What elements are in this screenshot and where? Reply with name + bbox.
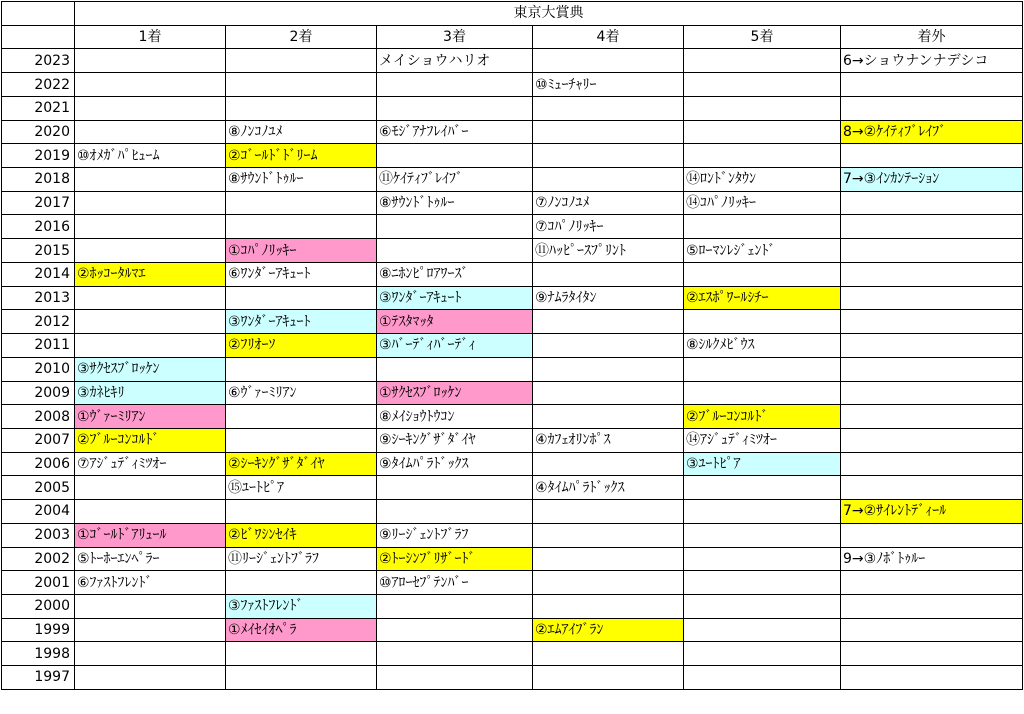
result-cell-1st[interactable]: ③ｻｸｾｽﾌﾞﾛｯｹﾝ [75, 357, 226, 381]
result-cell-4th[interactable] [533, 96, 684, 120]
result-cell-other[interactable] [841, 334, 1023, 358]
result-cell-4th[interactable] [533, 405, 684, 429]
result-cell-1st[interactable] [75, 618, 226, 642]
result-cell-other[interactable] [841, 381, 1023, 405]
result-cell-5th[interactable]: ③ﾕｰﾄﾋﾟｱ [684, 452, 841, 476]
year-cell[interactable]: 2016 [2, 215, 75, 239]
result-cell-3rd[interactable]: ⑧ﾒｲｼｮｳﾄｳｺﾝ [377, 405, 533, 429]
result-cell-1st[interactable]: ②ﾌﾞﾙｰｺﾝｺﾙﾄﾞ [75, 428, 226, 452]
result-cell-1st[interactable]: ①ｳﾞｧｰﾐﾘｱﾝ [75, 405, 226, 429]
result-cell-1st[interactable] [75, 642, 226, 666]
result-cell-3rd[interactable] [377, 357, 533, 381]
result-cell-5th[interactable] [684, 618, 841, 642]
result-cell-other[interactable] [841, 144, 1023, 168]
result-cell-2nd[interactable]: ②ｺﾞｰﾙﾄﾞﾄﾞﾘｰﾑ [226, 144, 377, 168]
table-row [2, 120, 1023, 144]
result-cell-other[interactable]: 7→②ｻｲﾚﾝﾄﾃﾞｨｰﾙ [841, 500, 1023, 524]
year-cell[interactable]: 2019 [2, 144, 75, 168]
result-cell-5th[interactable] [684, 357, 841, 381]
result-cell-5th[interactable] [684, 73, 841, 97]
result-cell-1st[interactable]: ⑩ｵﾒｶﾞﾊﾟﾋｭｰﾑ [75, 144, 226, 168]
table-row [2, 144, 1023, 168]
year-cell[interactable]: 1997 [2, 666, 75, 690]
result-cell-2nd[interactable] [226, 405, 377, 429]
result-cell-2nd[interactable]: ⑥ｳﾞｧｰﾐﾘｱﾝ [226, 381, 377, 405]
result-cell-5th[interactable]: ⑭ｺﾊﾟﾉﾘｯｷｰ [684, 191, 841, 215]
result-cell-2nd[interactable]: ①ﾒｲｾｲｵﾍﾟﾗ [226, 618, 377, 642]
result-cell-1st[interactable]: ⑥ﾌｧｽﾄﾌﾚﾝﾄﾞ [75, 571, 226, 595]
result-cell-2nd[interactable] [226, 357, 377, 381]
result-cell-5th[interactable] [684, 523, 841, 547]
table-row [2, 405, 1023, 429]
result-cell-3rd[interactable] [377, 476, 533, 500]
result-cell-other[interactable] [841, 618, 1023, 642]
table-row [2, 286, 1023, 310]
result-cell-1st[interactable] [75, 334, 226, 358]
results-table [1, 1, 1023, 690]
table-row [2, 476, 1023, 500]
result-cell-other[interactable] [841, 73, 1023, 97]
result-cell-4th[interactable]: ④ﾀｲﾑﾊﾟﾗﾄﾞｯｸｽ [533, 476, 684, 500]
table-row [2, 239, 1023, 263]
result-cell-other[interactable] [841, 357, 1023, 381]
result-cell-5th[interactable] [684, 666, 841, 690]
result-cell-4th[interactable] [533, 144, 684, 168]
result-cell-other[interactable] [841, 286, 1023, 310]
result-cell-1st[interactable] [75, 239, 226, 263]
result-cell-2nd[interactable] [226, 215, 377, 239]
result-cell-2nd[interactable] [226, 500, 377, 524]
result-cell-5th[interactable]: ⑧ｼﾙｸﾒﾋﾞｳｽ [684, 334, 841, 358]
result-cell-other[interactable] [841, 215, 1023, 239]
result-cell-5th[interactable] [684, 571, 841, 595]
result-cell-3rd[interactable]: ⑨ﾀｲﾑﾊﾟﾗﾄﾞｯｸｽ [377, 452, 533, 476]
result-cell-other[interactable] [841, 191, 1023, 215]
year-cell[interactable]: 2000 [2, 594, 75, 618]
header-year-cell[interactable] [2, 25, 75, 49]
year-cell[interactable]: 1998 [2, 642, 75, 666]
result-cell-other[interactable] [841, 571, 1023, 595]
result-cell-1st[interactable] [75, 215, 226, 239]
result-cell-1st[interactable] [75, 500, 226, 524]
year-cell[interactable]: 2005 [2, 476, 75, 500]
result-cell-1st[interactable]: ②ﾎｯｺｰﾀﾙﾏｴ [75, 262, 226, 286]
result-cell-other[interactable] [841, 239, 1023, 263]
result-cell-3rd[interactable] [377, 618, 533, 642]
result-cell-4th[interactable] [533, 381, 684, 405]
result-cell-other[interactable] [841, 476, 1023, 500]
result-cell-4th[interactable] [533, 594, 684, 618]
year-cell[interactable]: 2021 [2, 96, 75, 120]
table-row [2, 594, 1023, 618]
year-cell[interactable]: 2004 [2, 500, 75, 524]
year-cell[interactable]: 2015 [2, 239, 75, 263]
year-cell[interactable]: 2011 [2, 334, 75, 358]
result-cell-2nd[interactable]: ⑮ﾕｰﾄﾋﾟｱ [226, 476, 377, 500]
result-cell-1st[interactable] [75, 49, 226, 73]
result-cell-2nd[interactable] [226, 666, 377, 690]
year-cell[interactable]: 2001 [2, 571, 75, 595]
result-cell-1st[interactable]: ⑤ﾄｰﾎｰｴﾝﾍﾟﾗｰ [75, 547, 226, 571]
result-cell-4th[interactable]: ⑩ﾐｭｰﾁｬﾘｰ [533, 73, 684, 97]
result-cell-2nd[interactable]: ②ﾋﾞﾜｼﾝｾｲｷ [226, 523, 377, 547]
result-cell-5th[interactable]: ②ｴｽﾎﾟﾜｰﾙｼﾁｰ [684, 286, 841, 310]
result-cell-1st[interactable] [75, 286, 226, 310]
header-1st[interactable]: 1着 [75, 25, 226, 49]
result-cell-2nd[interactable]: ②ｼｰｷﾝｸﾞｻﾞﾀﾞｲﾔ [226, 452, 377, 476]
result-cell-3rd[interactable]: メイショウハリオ [377, 49, 533, 73]
result-cell-5th[interactable] [684, 262, 841, 286]
table-row [2, 262, 1023, 286]
result-cell-5th[interactable]: ⑭ﾛﾝﾄﾞﾝﾀｳﾝ [684, 168, 841, 192]
result-cell-5th[interactable] [684, 594, 841, 618]
year-cell[interactable]: 2003 [2, 523, 75, 547]
result-cell-other[interactable] [841, 405, 1023, 429]
result-cell-other[interactable] [841, 666, 1023, 690]
title-row [2, 2, 1023, 26]
table-row [2, 334, 1023, 358]
result-cell-3rd[interactable]: ①ﾃｽﾀﾏｯﾀ [377, 310, 533, 334]
result-cell-4th[interactable] [533, 334, 684, 358]
result-cell-5th[interactable]: ⑤ﾛｰﾏﾝﾚｼﾞｪﾝﾄﾞ [684, 239, 841, 263]
table-row [2, 642, 1023, 666]
year-cell[interactable]: 2010 [2, 357, 75, 381]
result-cell-other[interactable] [841, 428, 1023, 452]
result-cell-5th[interactable] [684, 381, 841, 405]
result-cell-3rd[interactable]: ③ﾊﾞｰﾃﾞｨﾊﾞｰﾃﾞｨ [377, 334, 533, 358]
header-other[interactable]: 着外 [841, 25, 1023, 49]
result-cell-4th[interactable] [533, 357, 684, 381]
result-cell-other[interactable] [841, 452, 1023, 476]
result-cell-3rd[interactable] [377, 500, 533, 524]
result-cell-1st[interactable] [75, 73, 226, 97]
result-cell-other[interactable]: 6→ショウナンナデシコ [841, 49, 1023, 73]
result-cell-4th[interactable]: ②ｴﾑｱｲﾌﾞﾗﾝ [533, 618, 684, 642]
result-cell-2nd[interactable] [226, 96, 377, 120]
table-row [2, 381, 1023, 405]
year-cell[interactable]: 2014 [2, 262, 75, 286]
year-cell[interactable]: 2006 [2, 452, 75, 476]
result-cell-other[interactable] [841, 594, 1023, 618]
result-cell-4th[interactable]: ⑨ﾅﾑﾗﾀｲﾀﾝ [533, 286, 684, 310]
table-body [2, 2, 1023, 690]
year-cell[interactable]: 2007 [2, 428, 75, 452]
result-cell-5th[interactable] [684, 547, 841, 571]
result-cell-3rd[interactable]: ①ｻｸｾｽﾌﾞﾛｯｹﾝ [377, 381, 533, 405]
result-cell-5th[interactable] [684, 642, 841, 666]
result-cell-3rd[interactable] [377, 144, 533, 168]
result-cell-3rd[interactable] [377, 642, 533, 666]
result-cell-3rd[interactable] [377, 215, 533, 239]
table-row [2, 73, 1023, 97]
year-cell[interactable]: 2022 [2, 73, 75, 97]
result-cell-5th[interactable] [684, 476, 841, 500]
result-cell-3rd[interactable]: ⑧ｻｳﾝﾄﾞﾄｩﾙｰ [377, 191, 533, 215]
result-cell-4th[interactable] [533, 168, 684, 192]
result-cell-2nd[interactable] [226, 571, 377, 595]
result-cell-5th[interactable] [684, 49, 841, 73]
result-cell-other[interactable] [841, 310, 1023, 334]
table-row [2, 618, 1023, 642]
year-cell[interactable]: 2009 [2, 381, 75, 405]
result-cell-1st[interactable] [75, 594, 226, 618]
table-row [2, 547, 1023, 571]
table-row [2, 49, 1023, 73]
result-cell-4th[interactable] [533, 547, 684, 571]
result-cell-1st[interactable]: ③ｶﾈﾋｷﾘ [75, 381, 226, 405]
result-cell-3rd[interactable]: ②ﾄｰｼﾝﾌﾞﾘｻﾞｰﾄﾞ [377, 547, 533, 571]
result-cell-3rd[interactable] [377, 239, 533, 263]
result-cell-4th[interactable] [533, 571, 684, 595]
result-cell-5th[interactable]: ⑭ｱｼﾞｭﾃﾞｨﾐﾂｵｰ [684, 428, 841, 452]
result-cell-3rd[interactable]: ⑩ｱﾛｰｾﾌﾟﾃﾝﾊﾞｰ [377, 571, 533, 595]
result-cell-4th[interactable] [533, 310, 684, 334]
result-cell-2nd[interactable]: ⑧ｻｳﾝﾄﾞﾄｩﾙｰ [226, 168, 377, 192]
result-cell-2nd[interactable] [226, 428, 377, 452]
table-row [2, 523, 1023, 547]
result-cell-other[interactable] [841, 262, 1023, 286]
result-cell-4th[interactable] [533, 262, 684, 286]
result-cell-1st[interactable]: ⑦ｱｼﾞｭﾃﾞｨﾐﾂｵｰ [75, 452, 226, 476]
result-cell-2nd[interactable]: ①ｺﾊﾟﾉﾘｯｷｰ [226, 239, 377, 263]
result-cell-other[interactable] [841, 523, 1023, 547]
result-cell-4th[interactable] [533, 666, 684, 690]
result-cell-4th[interactable]: ⑦ｺﾊﾟﾉﾘｯｷｰ [533, 215, 684, 239]
result-cell-3rd[interactable]: ⑨ﾘｰｼﾞｪﾝﾄﾌﾞﾗﾌ [377, 523, 533, 547]
table-title[interactable]: 東京大賞典 [75, 2, 1023, 26]
result-cell-2nd[interactable]: ③ﾜﾝﾀﾞｰｱｷｭｰﾄ [226, 310, 377, 334]
table-row [2, 168, 1023, 192]
result-cell-other[interactable]: 9→③ﾉﾎﾞﾄｩﾙｰ [841, 547, 1023, 571]
table-row [2, 452, 1023, 476]
result-cell-other[interactable]: 7→③ｲﾝｶﾝﾃｰｼｮﾝ [841, 168, 1023, 192]
result-cell-2nd[interactable] [226, 642, 377, 666]
result-cell-other[interactable] [841, 642, 1023, 666]
result-cell-2nd[interactable] [226, 286, 377, 310]
table-row [2, 96, 1023, 120]
result-cell-3rd[interactable]: ⑥ﾓｼﾞｱﾅﾌﾚｲﾊﾞｰ [377, 120, 533, 144]
result-cell-4th[interactable]: ④ｶﾌｪｵﾘﾝﾎﾟｽ [533, 428, 684, 452]
result-cell-1st[interactable] [75, 120, 226, 144]
title-corner-cell[interactable] [2, 2, 75, 26]
result-cell-2nd[interactable]: ③ﾌｧｽﾄﾌﾚﾝﾄﾞ [226, 594, 377, 618]
table-row [2, 357, 1023, 381]
year-cell[interactable]: 2008 [2, 405, 75, 429]
year-cell[interactable]: 2012 [2, 310, 75, 334]
result-cell-3rd[interactable] [377, 594, 533, 618]
result-cell-5th[interactable] [684, 120, 841, 144]
year-cell[interactable]: 2002 [2, 547, 75, 571]
result-cell-3rd[interactable]: ⑨ｼｰｷﾝｸﾞｻﾞﾀﾞｲﾔ [377, 428, 533, 452]
table-row [2, 215, 1023, 239]
result-cell-1st[interactable] [75, 476, 226, 500]
result-cell-3rd[interactable] [377, 73, 533, 97]
result-cell-2nd[interactable] [226, 191, 377, 215]
result-cell-3rd[interactable]: ③ﾜﾝﾀﾞｰｱｷｭｰﾄ [377, 286, 533, 310]
result-cell-4th[interactable]: ⑦ﾉﾝｺﾉﾕﾒ [533, 191, 684, 215]
result-cell-4th[interactable] [533, 642, 684, 666]
header-3rd[interactable]: 3着 [377, 25, 533, 49]
result-cell-1st[interactable] [75, 666, 226, 690]
result-cell-3rd[interactable] [377, 666, 533, 690]
result-cell-4th[interactable] [533, 49, 684, 73]
result-cell-4th[interactable]: ⑪ﾊｯﾋﾟｰｽﾌﾟﾘﾝﾄ [533, 239, 684, 263]
header-4th[interactable]: 4着 [533, 25, 684, 49]
result-cell-other[interactable] [841, 96, 1023, 120]
result-cell-5th[interactable] [684, 215, 841, 239]
result-cell-4th[interactable] [533, 500, 684, 524]
result-cell-3rd[interactable]: ⑪ｹｲﾃｨﾌﾞﾚｲﾌﾞ [377, 168, 533, 192]
result-cell-3rd[interactable]: ⑧ﾆﾎﾝﾋﾟﾛｱﾜｰｽﾞ [377, 262, 533, 286]
result-cell-4th[interactable] [533, 120, 684, 144]
result-cell-1st[interactable]: ①ｺﾞｰﾙﾄﾞｱﾘｭｰﾙ [75, 523, 226, 547]
table-row [2, 571, 1023, 595]
result-cell-5th[interactable] [684, 500, 841, 524]
year-cell[interactable]: 2020 [2, 120, 75, 144]
result-cell-5th[interactable] [684, 144, 841, 168]
header-row [2, 25, 1023, 49]
result-cell-1st[interactable] [75, 96, 226, 120]
year-cell[interactable]: 1999 [2, 618, 75, 642]
result-cell-1st[interactable] [75, 310, 226, 334]
result-cell-2nd[interactable] [226, 73, 377, 97]
year-cell[interactable]: 2018 [2, 168, 75, 192]
year-cell[interactable]: 2023 [2, 49, 75, 73]
result-cell-4th[interactable] [533, 523, 684, 547]
result-cell-2nd[interactable] [226, 49, 377, 73]
result-cell-other[interactable]: 8→②ｹｲﾃｨﾌﾞﾚｲﾌﾞ [841, 120, 1023, 144]
result-cell-5th[interactable] [684, 310, 841, 334]
result-cell-3rd[interactable] [377, 96, 533, 120]
result-cell-1st[interactable] [75, 168, 226, 192]
year-cell[interactable]: 2017 [2, 191, 75, 215]
table-row [2, 191, 1023, 215]
table-row [2, 500, 1023, 524]
table-row [2, 310, 1023, 334]
result-cell-4th[interactable] [533, 452, 684, 476]
header-5th[interactable]: 5着 [684, 25, 841, 49]
result-cell-2nd[interactable]: ②ﾌﾘｵｰｿ [226, 334, 377, 358]
result-cell-5th[interactable] [684, 96, 841, 120]
result-cell-2nd[interactable]: ⑧ﾉﾝｺﾉﾕﾒ [226, 120, 377, 144]
result-cell-5th[interactable]: ②ﾌﾞﾙｰｺﾝｺﾙﾄﾞ [684, 405, 841, 429]
header-2nd[interactable]: 2着 [226, 25, 377, 49]
table-row [2, 666, 1023, 690]
result-cell-1st[interactable] [75, 191, 226, 215]
year-cell[interactable]: 2013 [2, 286, 75, 310]
result-cell-2nd[interactable]: ⑥ﾜﾝﾀﾞｰｱｷｭｰﾄ [226, 262, 377, 286]
table-row [2, 428, 1023, 452]
result-cell-2nd[interactable]: ⑪ﾘｰｼﾞｪﾝﾄﾌﾞﾗﾌ [226, 547, 377, 571]
